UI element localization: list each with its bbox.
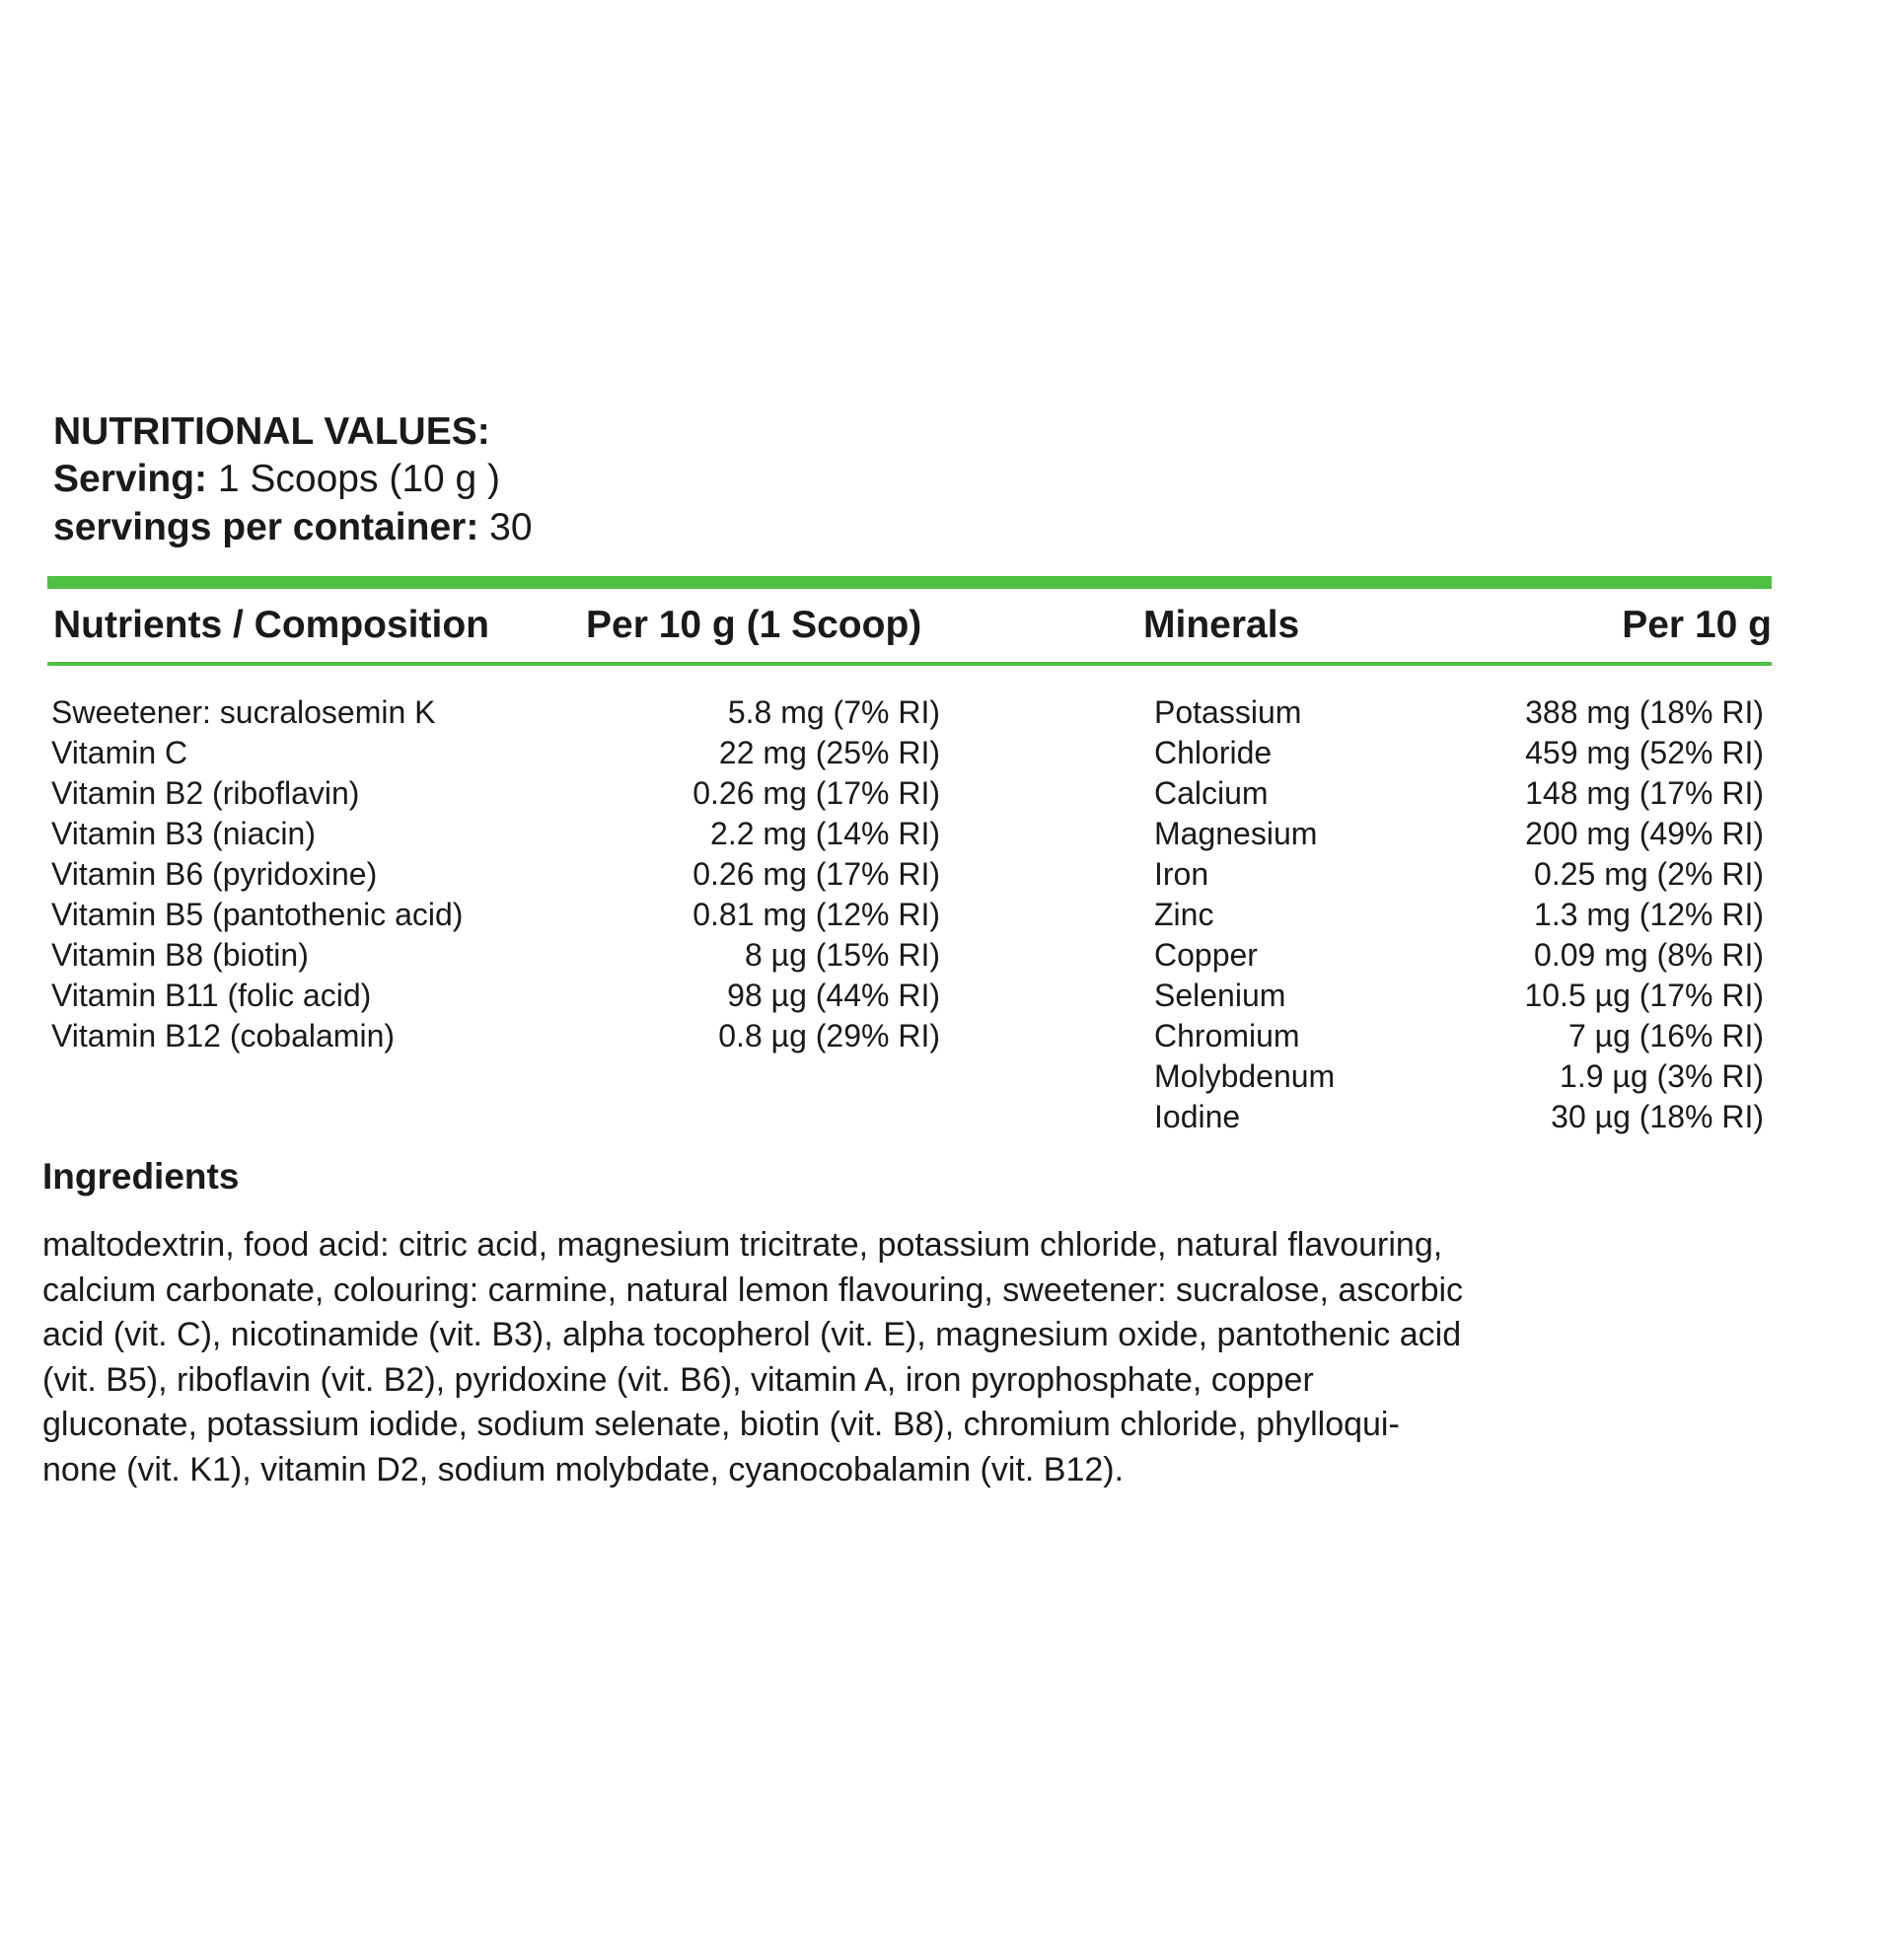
mineral-value: 7 µg (16% RI) — [1567, 1018, 1764, 1053]
nutrient-name: Vitamin B2 (riboflavin) — [51, 775, 360, 811]
mineral-value: 0.25 mg (2% RI) — [1534, 856, 1764, 892]
nutrient-value: 0.26 mg (17% RI) — [692, 775, 940, 811]
nutrient-value: 98 µg (44% RI) — [727, 978, 940, 1013]
nutrients-column-header: Nutrients / Composition — [53, 604, 489, 646]
servings-per-container-line — [53, 504, 533, 551]
header-divider — [47, 662, 1772, 666]
ingredients-heading: Ingredients — [42, 1156, 240, 1197]
minerals-column-header: Minerals — [1143, 604, 1300, 646]
nutrient-value: 0.81 mg (12% RI) — [692, 897, 940, 932]
mineral-name: Zinc — [1154, 897, 1214, 932]
servings-value: 30 — [478, 506, 533, 548]
mineral-name: Molybdenum — [1154, 1058, 1336, 1094]
serving-label: Serving: — [53, 458, 208, 500]
mineral-values — [1430, 692, 1764, 1137]
ingredients-text: maltodextrin, food acid: citric acid, magnesium tricitrate, potassium chloride, natural flavouring, calcium carbonate, colouring: carmine, natural lemon flavouring, sweetener: sucralose, ascorbic acid (vit. C), nicotinamide (vit. B3), alpha tocopherol (vit. E), magnesium oxide, pantothenic acid (vit. B5), riboflavin (vit. B2), pyridoxine (vit. B6), vitamin A, iron pyrophosphate, copper gluconate, potassium iodide, sodium selenate, biotin (vit. B8), chromium chloride, phylloqui- none (vit. K1), vitamin D2, sodium molybdate, cyanocobalamin (vit. B12). — [42, 1226, 1464, 1488]
nutrient-name: Vitamin B11 (folic acid) — [51, 978, 372, 1013]
nutrient-value: 5.8 mg (7% RI) — [727, 694, 940, 730]
nutrient-name: Vitamin B5 (pantothenic acid) — [51, 897, 464, 932]
mineral-name: Selenium — [1154, 978, 1286, 1013]
nutrient-value: 0.8 µg (29% RI) — [718, 1018, 940, 1053]
nutrient-value: 22 mg (25% RI) — [718, 735, 940, 770]
mineral-value: 148 mg (17% RI) — [1525, 775, 1764, 811]
mineral-value: 0.09 mg (8% RI) — [1534, 937, 1764, 973]
mineral-name: Magnesium — [1154, 816, 1318, 851]
nutrient-name: Vitamin C — [51, 735, 188, 770]
nutrient-value: 2.2 mg (14% RI) — [710, 816, 940, 851]
mineral-name: Chromium — [1154, 1018, 1300, 1053]
nutrient-name: Vitamin B8 (biotin) — [51, 937, 309, 973]
mineral-value: 1.3 mg (12% RI) — [1534, 897, 1764, 932]
page-title: NUTRITIONAL VALUES: — [53, 410, 490, 453]
mineral-name: Copper — [1154, 937, 1258, 973]
per-10g-column-header: Per 10 g — [1622, 604, 1772, 646]
nutrient-name: Vitamin B3 (niacin) — [51, 816, 316, 851]
top-divider — [47, 576, 1772, 589]
mineral-name: Potassium — [1154, 694, 1302, 730]
servings-label: servings per container: — [53, 506, 479, 548]
per-scoop-column-header: Per 10 g (1 Scoop) — [586, 604, 922, 646]
nutrient-name: Vitamin B6 (pyridoxine) — [51, 856, 378, 892]
nutrient-values — [612, 692, 940, 1056]
mineral-value: 388 mg (18% RI) — [1525, 694, 1764, 730]
mineral-value: 200 mg (49% RI) — [1525, 816, 1764, 851]
mineral-value: 459 mg (52% RI) — [1525, 735, 1764, 770]
nutrient-value: 8 µg (15% RI) — [744, 937, 940, 973]
nutrient-names — [51, 692, 463, 1056]
serving-value: 1 Scoops (10 g ) — [207, 458, 501, 500]
mineral-value: 1.9 µg (3% RI) — [1560, 1058, 1764, 1094]
nutrient-name: Vitamin B12 (cobalamin) — [51, 1018, 396, 1053]
mineral-name: Iodine — [1154, 1099, 1241, 1134]
mineral-name: Iron — [1154, 856, 1209, 892]
nutrient-name: Sweetener: sucralosemin K — [51, 694, 436, 730]
mineral-value: 10.5 µg (17% RI) — [1524, 978, 1764, 1013]
mineral-names — [1154, 692, 1335, 1137]
mineral-value: 30 µg (18% RI) — [1551, 1099, 1764, 1134]
mineral-name: Calcium — [1154, 775, 1269, 811]
mineral-name: Chloride — [1154, 735, 1273, 770]
serving-line — [53, 456, 500, 503]
nutrient-value: 0.26 mg (17% RI) — [692, 856, 940, 892]
